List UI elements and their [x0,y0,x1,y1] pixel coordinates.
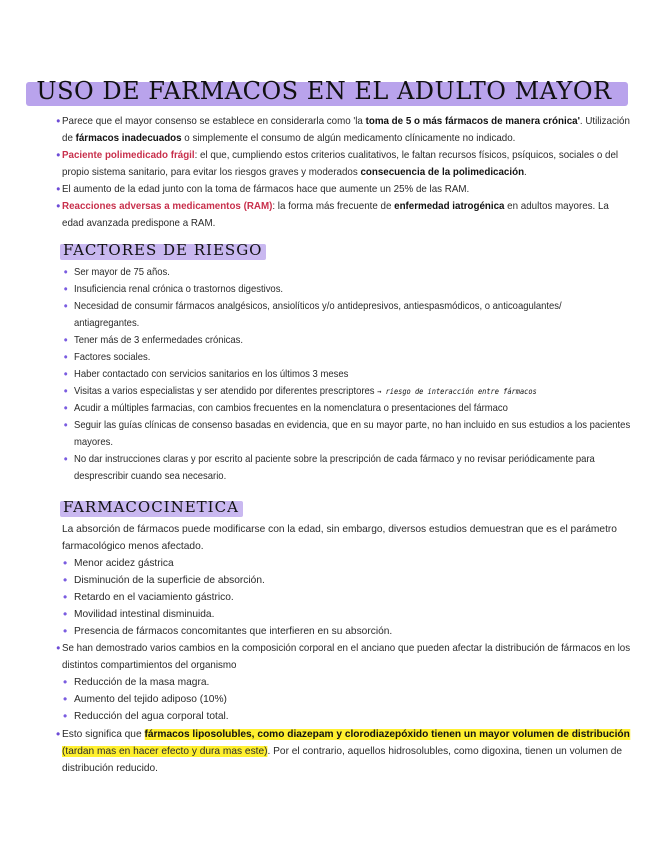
list-item-continuation [74,468,630,485]
highlighted-text: (tardan mas en hacer efecto y dura mas este) [62,746,268,757]
text: mayores. [74,437,113,448]
list-item [63,623,393,640]
list-item [63,383,630,400]
text: . Por el contrario, aquellos hidrosolubles, como digoxina, tienen un volumen de [267,746,623,757]
paragraph-line [62,538,617,555]
paragraph-line [56,640,631,657]
text: Insuficiencia renal crónica o trastornos digestivos. [74,284,284,295]
list-item [63,708,229,725]
farmaco-p1 [62,521,617,555]
bullet-icon: • [63,607,68,621]
list-item [63,691,229,708]
title-block [0,76,648,106]
red-term: Reacciones adversas a medicamentos (RAM) [62,201,273,212]
text: El aumento de la edad junto con la toma de fármacos hace que aumente un 25% de las RAM. [62,184,470,195]
distribucion-list [63,674,229,725]
farmaco-p2 [56,640,648,674]
text: distintos compartimientos del organismo [62,660,237,671]
page-title [30,76,617,106]
intro-p3 [56,181,630,198]
text: Haber contactado con servicios sanitarios en los últimos 3 meses [74,369,349,380]
text: de [62,133,76,144]
list-item [63,332,630,349]
text: . [524,167,527,178]
absorcion-list [63,555,393,640]
text: Seguir las guías clínicas de consenso basadas en evidencia, que en su mayor parte, no han incluido en sus estudios a los pacientes [74,420,631,431]
text: antiagregantes. [74,318,140,329]
bullet-icon: • [56,199,61,213]
bold-text: consecuencia de la polimedicación [360,167,525,178]
text: desprescribir cuando sea necesario. [74,471,227,482]
bullet-icon: • [63,333,68,347]
heading-text: FACTORES DE RIESGO [63,241,263,259]
text: edad avanzada predispone a RAM. [62,218,216,229]
heading-text: FARMACOCINETICA [63,498,239,516]
bullet-icon: • [63,556,68,570]
text: : el que, cumpliendo estos criterios cualitativos, le faltan recursos físicos, psíquicos, sociales o del [194,150,619,161]
handwritten-annotation: → riesgo de interacción entre fármacos [377,387,537,396]
intro-p1-line2 [62,130,630,147]
text: Visitas a varios especialistas y ser atendido por diferentes prescriptores [74,386,378,397]
bullet-icon: • [63,350,68,364]
bullet-icon: • [63,299,68,313]
text: propio sistema sanitario, para evitar los riesgos graves y moderados [62,167,361,178]
intro-p2-line2 [62,164,630,181]
bullet-icon: • [56,641,61,655]
red-term: Paciente polimedicado frágil [62,150,195,161]
text: distribución reducido. [62,763,158,774]
text: Disminución de la superficie de absorción. [74,575,265,586]
bullet-icon: • [56,148,61,162]
text: No dar instrucciones claras y por escrito al paciente sobre la prescripción de cada fármaco y no revisar periódicamente para [74,454,595,465]
list-item [63,451,630,468]
text: Retardo en el vaciamiento gástrico. [74,592,234,603]
text: Tener más de 3 enfermedades crónicas. [74,335,244,346]
bullet-icon: • [63,709,68,723]
list-item [63,555,392,572]
bullet-icon: • [63,367,68,381]
bullet-icon: • [63,590,68,604]
text: Se han demostrado varios cambios en la composición corporal en el anciano que pueden afectar la distribución de fármacos en los [62,643,631,654]
bullet-icon: • [63,675,68,689]
list-item [63,674,229,691]
section-heading-farmacocinetica [63,497,239,517]
paragraph-line [56,726,630,743]
text: o simplemente el consumo de algún medicamento clínicamente no indicado. [181,133,516,144]
bullet-icon: • [63,573,68,587]
bullet-icon: • [63,452,68,466]
text: Esto significa que [62,729,145,740]
list-item [63,366,630,383]
list-item-continuation [74,434,630,451]
intro-p1-line1 [56,113,630,130]
text: Menor acidez gástrica [74,558,174,569]
farmaco-p3 [56,726,632,777]
text: farmacológico menos afectado. [62,541,204,552]
intro-p4-line1 [56,198,630,215]
text: : la forma más frecuente de [272,201,395,212]
bullet-icon: • [63,401,68,415]
bullet-icon: • [63,692,68,706]
list-item-continuation [74,315,630,332]
intro-section [56,113,648,232]
bold-text: enfermedad iatrogénica [394,201,505,212]
factores-list [63,264,648,485]
paragraph-line [62,760,630,777]
section-heading-factores [63,240,262,260]
bullet-icon: • [63,282,68,296]
text: La absorción de fármacos puede modificarse con la edad, sin embargo, diversos estudios demuestran que es el parámetro [62,524,617,535]
intro-p4-line2 [62,215,630,232]
paragraph-line [62,743,630,760]
intro-p2-line1 [56,147,630,164]
bold-text: fármacos inadecuados [75,133,182,144]
paragraph-line [62,521,617,538]
text: . Utilización [579,116,630,127]
bullet-icon: • [63,624,68,638]
text: Aumento del tejido adiposo (10%) [74,694,227,705]
bullet-icon: • [63,384,68,398]
page-title-text: USO DE FARMACOS EN EL ADULTO MAYOR [36,77,612,105]
list-item [63,298,630,315]
bullet-icon: • [56,114,61,128]
highlighted-bold-text: fármacos liposolubles, como diazepam y clorodiazepóxido tienen un mayor volumen de distribución [144,729,630,740]
bullet-icon: • [56,727,61,741]
text: Necesidad de consumir fármacos analgésicos, ansiolíticos y/o antidepresivos, antiespasmódicos, o anticoagulantes/ [74,301,562,312]
text: Acudir a múltiples farmacias, con cambios frecuentes en la nomenclatura o presentaciones del fármaco [74,403,508,414]
text: Reducción de la masa magra. [74,677,210,688]
text: en adultos mayores. La [504,201,609,212]
text: Movilidad intestinal disminuida. [74,609,215,620]
bold-text: toma de 5 o más fármacos de manera crónica' [365,116,580,127]
bullet-icon: • [63,418,68,432]
list-item [63,400,630,417]
text: Reducción del agua corporal total. [74,711,229,722]
text: Presencia de fármacos concomitantes que interfieren en su absorción. [74,626,393,637]
list-item [63,572,392,589]
list-item [63,606,392,623]
list-item [63,589,392,606]
text: Parece que el mayor consenso se establece en considerarla como 'la [62,116,366,127]
list-item [63,281,630,298]
text: Ser mayor de 75 años. [74,267,170,278]
list-item [63,264,630,281]
list-item [63,349,630,366]
bullet-icon: • [56,182,61,196]
text: Factores sociales. [74,352,151,363]
list-item [63,417,631,434]
paragraph-line [62,657,630,674]
bullet-icon: • [63,265,68,279]
